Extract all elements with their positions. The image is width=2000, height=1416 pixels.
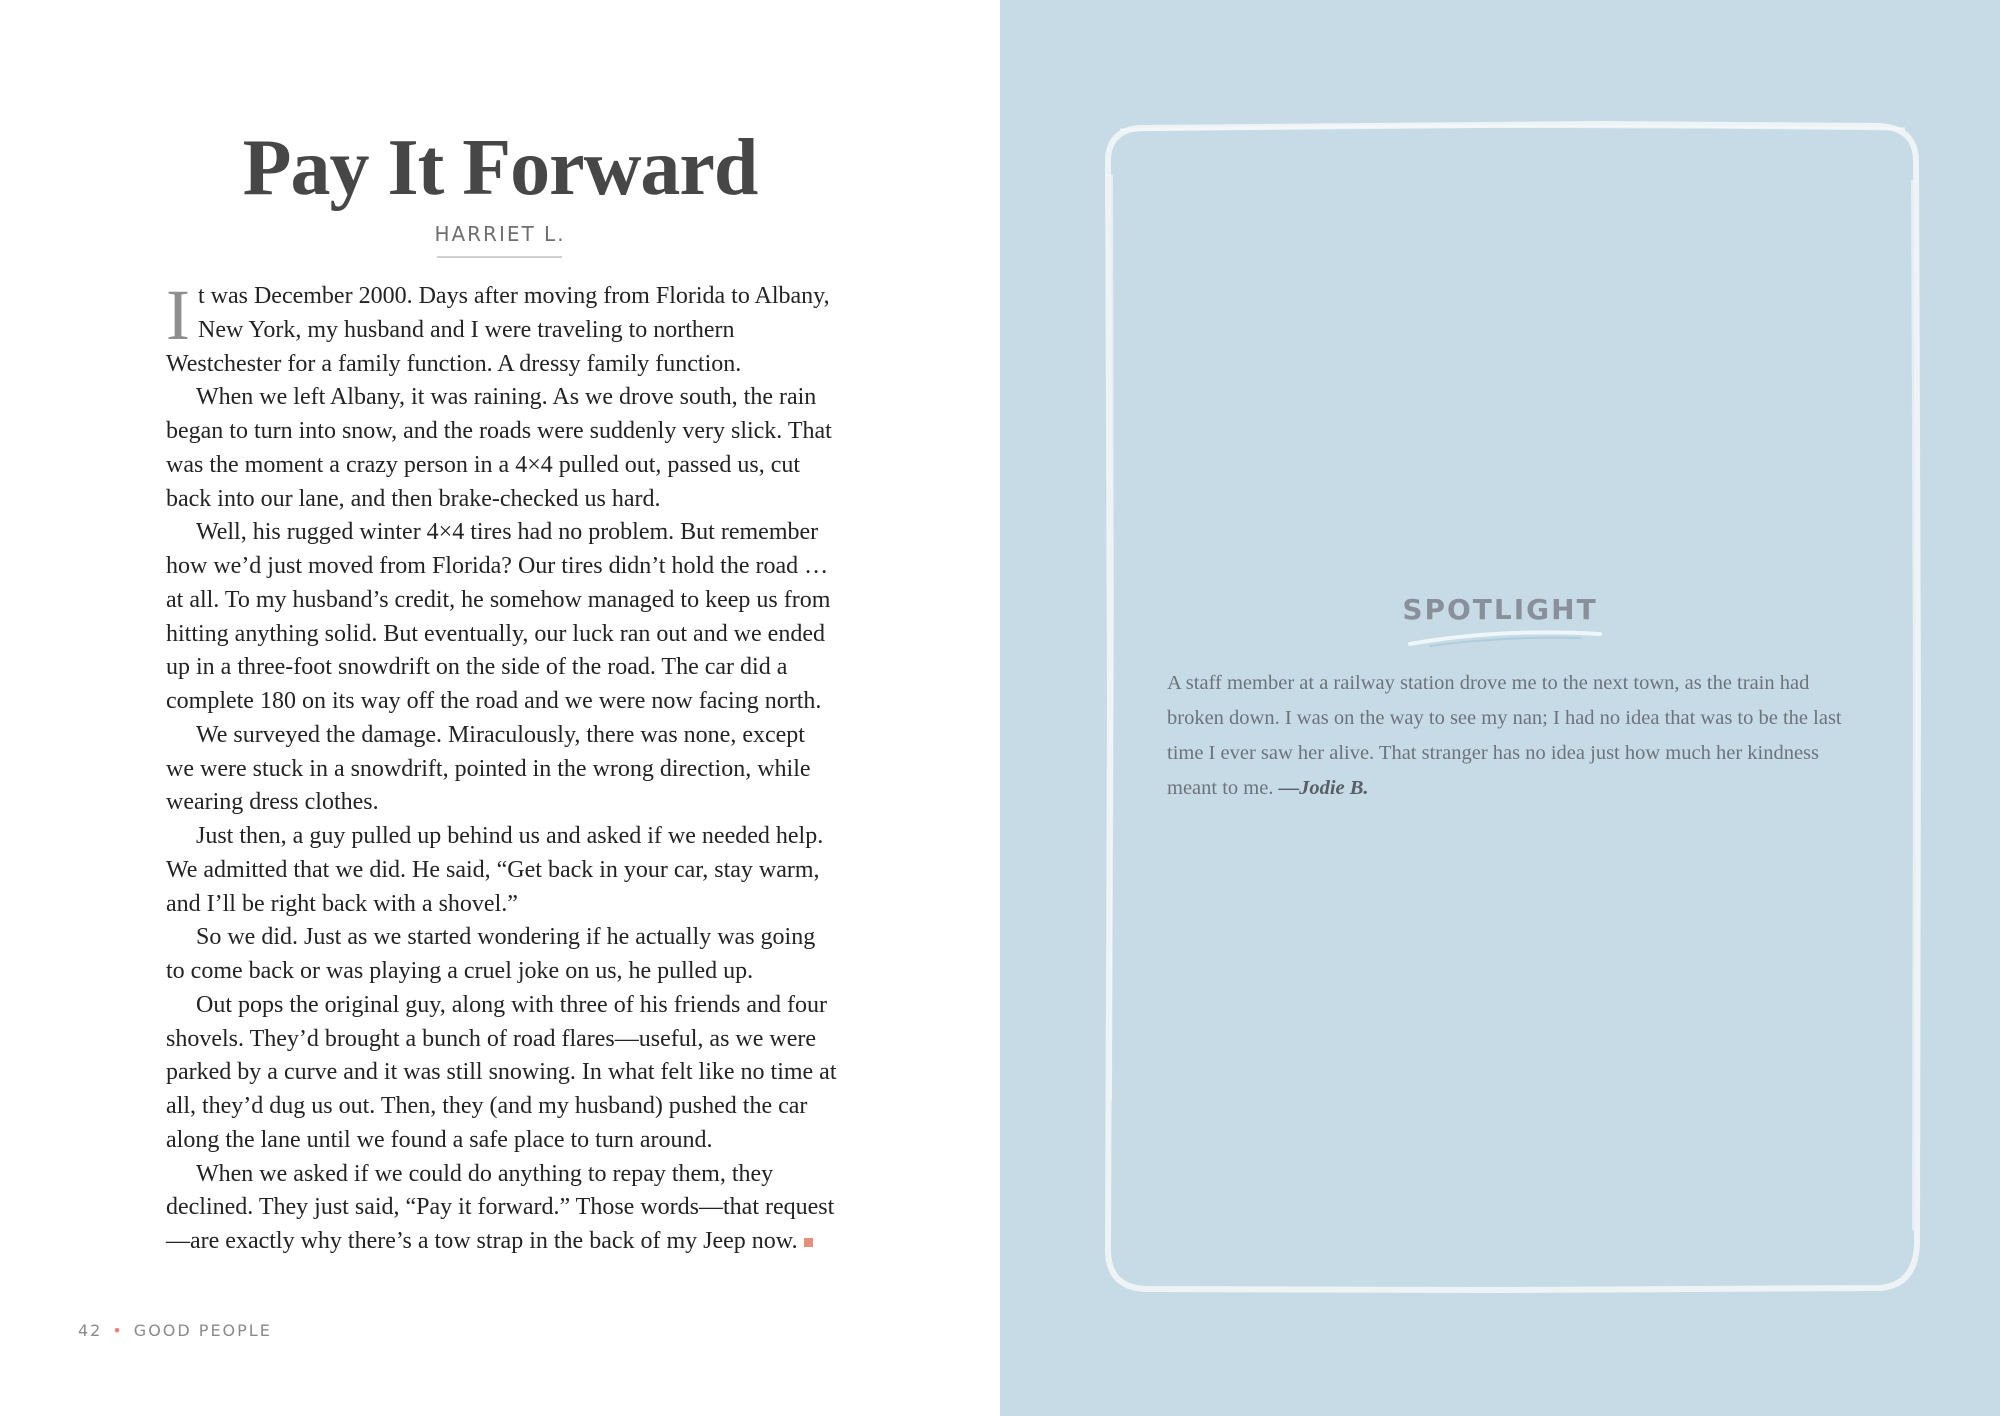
spotlight-attribution: —Jodie B. <box>1278 777 1369 799</box>
story-paragraph-3: Well, his rugged winter 4×4 tires had no problem. But remember how we’d just moved from Florida? Our tires didn’t hold the road … at all. To my husband’s credit, he somehow managed to keep us from hitting anything solid. But eventually, our luck ran out and we ended up in a three-foot snowdrift on the side of the road. The car did a complete 180 on its way off the road and we were now facing north. <box>166 519 831 714</box>
page-number: 42 <box>78 1321 103 1340</box>
story-paragraph-1 <box>166 275 838 381</box>
story-body <box>166 275 838 1259</box>
footer-bullet: • <box>112 1321 124 1340</box>
page-footer <box>78 1321 272 1340</box>
spotlight-heading: SPOTLIGHT <box>1402 593 1598 626</box>
story-paragraph-2: When we left Albany, it was raining. As we drove south, the rain began to turn into snow, and the roads were suddenly very slick. That was the moment a crazy person in a 4×4 pulled out, passed us, cut back into our lane, and then brake-checked us hard. <box>166 384 832 512</box>
story-paragraph-4: We surveyed the damage. Miraculously, there was none, except we were stuck in a snowdrift, pointed in the wrong direction, while wearing dress clothes. <box>166 721 811 816</box>
end-mark-icon <box>804 1238 813 1247</box>
story-paragraph-7: Out pops the original guy, along with three of his friends and four shovels. They’d brought a bunch of road flares—useful, as we were parked by a curve and it was still snowing. In what felt like no time at all, they’d dug us out. Then, they (and my husband) pushed the car along the lane until we found a safe place to turn around. <box>166 991 837 1153</box>
spotlight-quote <box>1167 666 1847 806</box>
paragraph-text: When we asked if we could do anything to repay them, they declined. They just said, “Pay it forward.” Those words—that request—are exactly why there’s a tow strap in the back of my Jeep now. <box>166 1160 835 1254</box>
author-divider <box>437 256 562 258</box>
paragraph-text: t was December 2000. Days after moving from Florida to Albany, New York, my husband and I were traveling to northern Westchester for a family function. A dressy family function. <box>166 283 830 377</box>
story-paragraph-8 <box>166 1158 838 1259</box>
story-title: Pay It Forward <box>242 124 758 212</box>
story-author: HARRIET L. <box>434 222 566 246</box>
spotlight-quote-text: A staff member at a railway station drove me to the next town, as the train had broken down. I was on the way to see my nan; I had no idea that was to be the last time I ever saw her alive. That stranger has no idea just how much her kindness meant to me. <box>1167 672 1842 799</box>
drop-cap: I <box>166 275 190 355</box>
section-name: GOOD PEOPLE <box>133 1321 272 1340</box>
right-page <box>1000 0 2000 1416</box>
story-paragraph-6: So we did. Just as we started wondering if he actually was going to come back or was playing a cruel joke on us, he pulled up. <box>166 924 816 984</box>
story-paragraph-5: Just then, a guy pulled up behind us and asked if we needed help. We admitted that we did. He said, “Get back in your car, stay warm, and I’ll be right back with a shovel.” <box>166 823 824 917</box>
